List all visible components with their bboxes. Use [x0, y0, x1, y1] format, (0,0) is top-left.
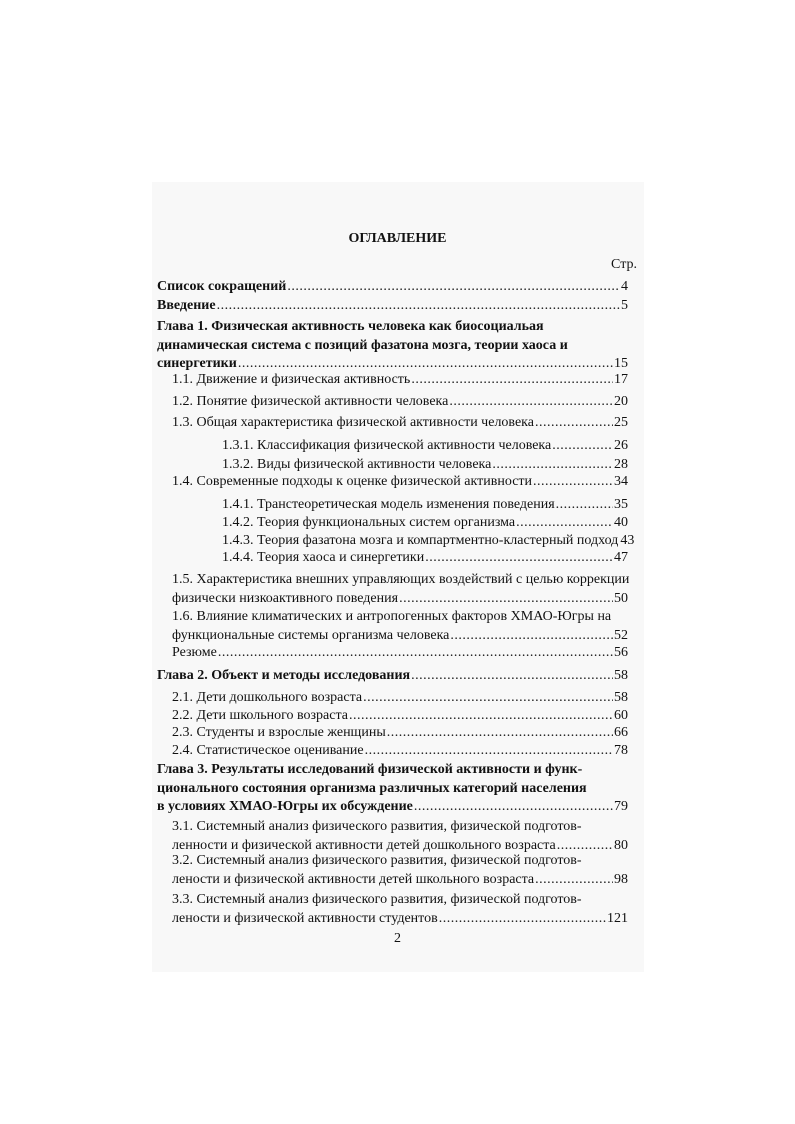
toc-entry-page: 28 — [614, 457, 628, 472]
toc-entry-page: 121 — [607, 910, 628, 926]
toc-entry-text: физически низкоактивного поведения — [172, 590, 399, 606]
toc-entry-page: 25 — [614, 415, 628, 430]
dot-leader — [450, 627, 613, 646]
toc-entry-last-line — [172, 689, 628, 708]
toc-entry-last-line — [172, 414, 628, 433]
toc-entry-last-line — [222, 549, 628, 568]
toc-entry-text: Резюме — [172, 645, 217, 660]
toc-entry-page: 15 — [614, 356, 628, 371]
toc-entry-page: 40 — [614, 515, 628, 530]
toc-entry-last-line — [222, 437, 628, 456]
toc-entry[interactable] — [157, 667, 628, 686]
dot-leader — [217, 297, 620, 316]
toc-entry-text: 2.3. Студенты и взрослые женщины — [172, 725, 386, 740]
toc-entry-last-line — [172, 371, 628, 390]
toc-entry-text: 1.6. Влияние климатических и антропогенных факторов ХМАО-Югры на — [172, 609, 612, 624]
toc-entry-text: лености и физической активности студентов — [172, 910, 438, 926]
dot-leader — [556, 496, 613, 515]
dot-leader — [365, 742, 613, 761]
toc-entry-line — [157, 780, 628, 799]
dot-leader — [287, 278, 620, 297]
toc-entry-text: Введение — [157, 298, 216, 313]
toc-entry-last-line — [172, 910, 628, 929]
toc-entry[interactable] — [222, 532, 635, 551]
toc-entry-text: 3.3. Системный анализ физического развития, физической подготов- — [172, 892, 582, 907]
toc-entry-page: 79 — [614, 799, 628, 814]
dot-leader — [439, 910, 606, 929]
toc-entry-text: 1.3. Общая характеристика физической активности человека — [172, 415, 534, 430]
toc-entry-page: 66 — [614, 725, 628, 740]
toc-entry-page: 78 — [614, 743, 628, 758]
toc-entry-page: 35 — [614, 497, 628, 512]
toc-entry[interactable] — [172, 608, 628, 645]
dot-leader — [411, 667, 613, 686]
toc-entry[interactable] — [222, 456, 628, 475]
toc-entry-text: 1.3.2. Виды физической активности человека — [222, 457, 492, 472]
toc-entry-text: 1.4.2. Теория функциональных систем организма — [222, 515, 516, 530]
toc-entry-last-line — [172, 724, 628, 743]
toc-entry[interactable] — [157, 278, 628, 297]
toc-entry-text: 1.4.3. Теория фазатона мозга и компартментно-кластерный подход — [222, 533, 619, 548]
toc-entry[interactable] — [172, 742, 628, 761]
toc-entry-last-line — [172, 393, 628, 412]
toc-entry-page: 26 — [614, 438, 628, 453]
toc-entry[interactable] — [157, 297, 628, 316]
page-number: 2 — [394, 931, 401, 946]
toc-entry-text: в условиях ХМАО-Югры их обсуждение — [157, 799, 413, 814]
toc-entry[interactable] — [222, 496, 628, 515]
toc-entry[interactable] — [172, 852, 628, 889]
toc-entry-line — [157, 337, 628, 356]
toc-entry-text: синергетики — [157, 356, 237, 371]
toc-entry-page: 98 — [614, 871, 628, 887]
toc-entry-text: динамическая система с позиций фазатона мозга, теории хаоса и — [157, 337, 568, 353]
toc-entry-line — [157, 761, 628, 780]
dot-leader — [411, 371, 613, 390]
toc-entry-last-line — [157, 798, 628, 817]
toc-entry-page: 58 — [614, 668, 628, 683]
toc-entry-last-line — [222, 496, 628, 515]
toc-entry[interactable] — [222, 549, 628, 568]
toc-entry[interactable] — [172, 393, 628, 412]
toc-entry-last-line — [172, 627, 628, 646]
toc-entry-last-line — [222, 456, 628, 475]
toc-entry-text: 1.2. Понятие физической активности человека — [172, 394, 449, 409]
dot-leader — [533, 473, 613, 492]
toc-entry-line — [172, 571, 628, 590]
dot-leader — [363, 689, 613, 708]
toc-entry-page: 47 — [614, 550, 628, 565]
toc-entry-page: 52 — [614, 627, 628, 643]
toc-entry-page: 60 — [614, 708, 628, 723]
toc-entry-page: 56 — [614, 645, 628, 660]
toc-entry-text: 2.4. Статистическое оценивание — [172, 743, 364, 758]
toc-entry-page: 58 — [614, 690, 628, 705]
toc-entry-page: 50 — [614, 590, 628, 606]
toc-entry[interactable] — [172, 707, 628, 726]
toc-entry[interactable] — [172, 891, 628, 928]
toc-entry[interactable] — [172, 414, 628, 433]
toc-entry-text: 1.5. Характеристика внешних управляющих воздействий с целью коррекции — [172, 572, 630, 587]
toc-entry-last-line — [222, 532, 635, 551]
toc-entry-text: Глава 2. Объект и методы исследования — [157, 668, 411, 683]
toc-entry-text: ленности и физической активности детей дошкольного возраста — [172, 837, 556, 853]
toc-entry-last-line — [157, 667, 628, 686]
toc-entry-text: функциональные системы организма человека — [172, 627, 450, 643]
page-column-label: Стр. — [611, 257, 637, 272]
dot-leader — [218, 644, 613, 663]
toc-entry[interactable] — [172, 644, 628, 663]
toc-entry-last-line — [222, 514, 628, 533]
dot-leader — [349, 707, 613, 726]
toc-entry-last-line — [172, 707, 628, 726]
toc-entry-text: 3.2. Системный анализ физического развития, физической подготов- — [172, 853, 582, 868]
toc-entry[interactable] — [172, 818, 628, 855]
toc-entry[interactable] — [157, 761, 628, 817]
toc-entry-page: 4 — [621, 279, 628, 294]
toc-entry[interactable] — [172, 689, 628, 708]
toc-entry[interactable] — [172, 571, 628, 608]
toc-entry-last-line — [157, 297, 628, 316]
toc-entry-page: 20 — [614, 394, 628, 409]
toc-entry-line — [172, 608, 628, 627]
toc-entry[interactable] — [172, 473, 628, 492]
dot-leader — [387, 724, 613, 743]
dot-leader — [492, 456, 613, 475]
dot-leader — [535, 414, 613, 433]
toc-entry-page: 17 — [614, 372, 628, 387]
toc-entry-text: 1.3.1. Классификация физической активности человека — [222, 438, 552, 453]
toc-entry-text: 1.4. Современные подходы к оценке физической активности — [172, 474, 533, 489]
toc-entry-page: 80 — [614, 837, 628, 853]
dot-leader — [535, 871, 613, 890]
toc-entry-text: Список сокращений — [157, 279, 287, 294]
toc-entry-text: ционального состояния организма различных категорий населения — [157, 780, 587, 796]
toc-entry-text: 1.4.4. Теория хаоса и синергетики — [222, 550, 425, 565]
toc-entry-line — [172, 852, 628, 871]
toc-entry-page: 43 — [620, 533, 635, 548]
toc-entry-page: 5 — [621, 298, 628, 313]
dot-leader — [425, 549, 613, 568]
toc-entry-line — [172, 891, 628, 910]
toc-title: ОГЛАВЛЕНИЕ — [348, 231, 447, 246]
toc-entry-last-line — [172, 742, 628, 761]
toc-entry[interactable] — [222, 437, 628, 456]
toc-entry-text: лености и физической активности детей школьного возраста — [172, 871, 535, 887]
toc-entry-last-line — [172, 590, 628, 609]
toc-entry[interactable] — [172, 724, 628, 743]
toc-entry-last-line — [172, 644, 628, 663]
toc-entry-text: 3.1. Системный анализ физического развития, физической подготов- — [172, 819, 582, 834]
toc-entry[interactable] — [172, 371, 628, 390]
dot-leader — [399, 590, 613, 609]
toc-entry[interactable] — [222, 514, 628, 533]
toc-entry-last-line — [172, 473, 628, 492]
toc-entry-text: Глава 3. Результаты исследований физической активности и функ- — [157, 762, 583, 777]
toc-entry-line — [172, 818, 628, 837]
dot-leader — [414, 798, 613, 817]
toc-entry-text: 1.4.1. Транстеоретическая модель изменения поведения — [222, 497, 555, 512]
dot-leader — [552, 437, 613, 456]
toc-entry-text: 2.2. Дети школьного возраста — [172, 708, 348, 723]
dot-leader — [516, 514, 613, 533]
toc-entry-line — [157, 318, 628, 337]
toc-entry-text: 1.1. Движение и физическая активность — [172, 372, 411, 387]
toc-entry-page: 34 — [614, 474, 628, 489]
toc-entry-text: Глава 1. Физическая активность человека как биосоциальая — [157, 319, 544, 334]
toc-entry-last-line — [172, 871, 628, 890]
toc-entry[interactable] — [157, 318, 628, 374]
toc-entry-last-line — [157, 278, 628, 297]
toc-entry-text: 2.1. Дети дошкольного возраста — [172, 690, 363, 705]
dot-leader — [449, 393, 613, 412]
